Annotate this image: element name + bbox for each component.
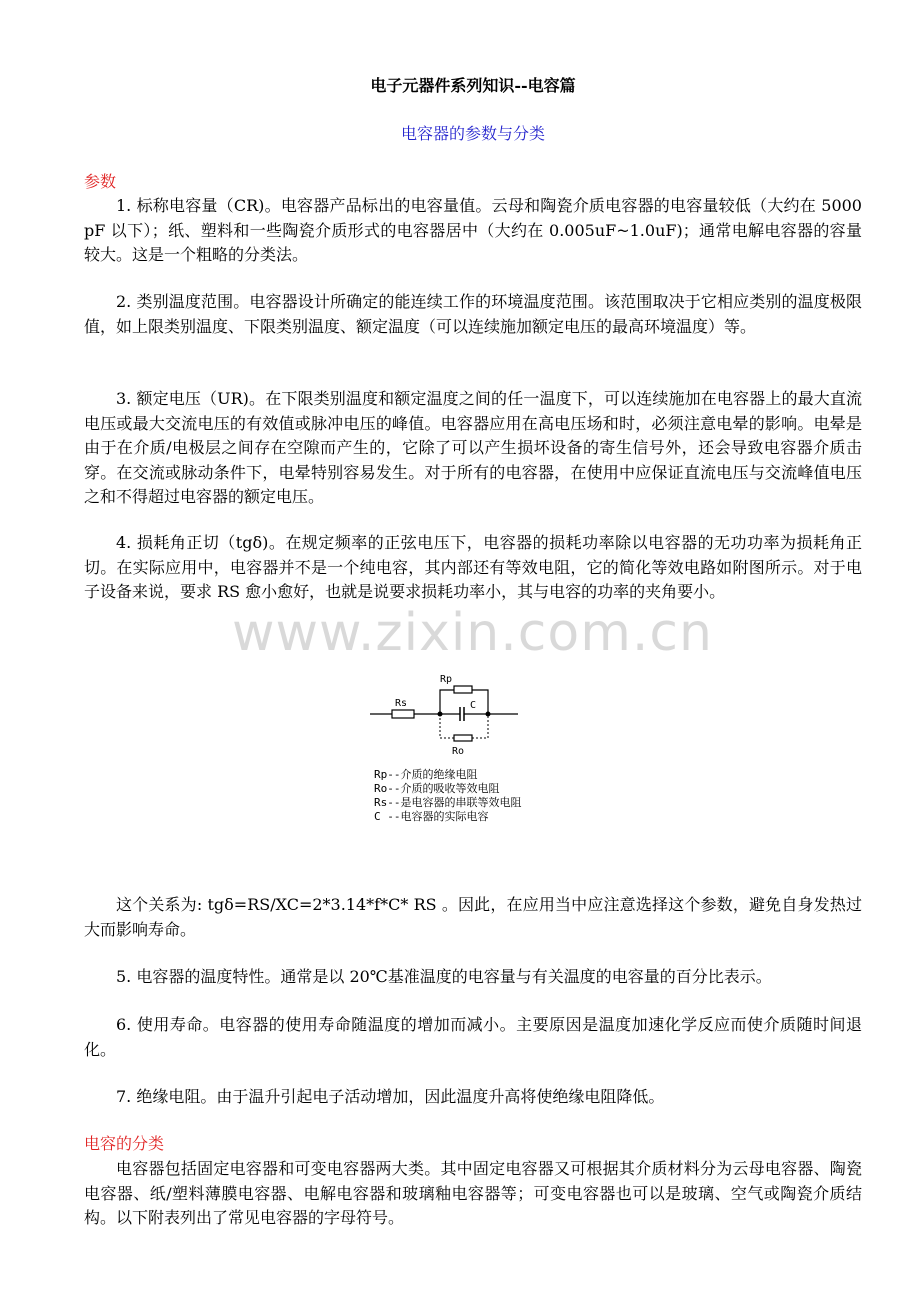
circuit-legend	[374, 768, 522, 824]
legend-item: Rp--介质的绝缘电阻	[374, 768, 478, 781]
resistor-ro	[454, 735, 472, 741]
legend-item: Ro--介质的吸收等效电阻	[374, 782, 500, 795]
paragraph-1: 1. 标称电容量（CR)。电容器产品标出的电容量值。云母和陶瓷介质电容器的电容量较低（大约在 5000pF 以下）；纸、塑料和一些陶瓷介质形式的电容器居中（大约在 0.005uF~1.0uF)；通常电解电容器的容量较大。这是一个粗略的分类法。	[84, 196, 862, 264]
label-ro: Ro	[452, 746, 465, 757]
watermark: www.zixin.com.cn	[232, 603, 713, 663]
paragraph-3: 3. 额定电压（UR)。在下限类别温度和额定温度之间的任一温度下，可以连续施加在电容器上的最大直流电压或最大交流电压的有效值或脉冲电压的峰值。电容器应用在高电压场和时，必须注意电晕的影响。电晕是由于在介质/电极层之间存在空隙而产生的，它除了可以产生损坏设备的寄生信号外，还会导致电容器介质击穿。在交流或脉动条件下，电晕特别容易发生。对于所有的电容器，在使用中应保证直流电压与交流峰值电压之和不得超过电容器的额定电压。	[84, 389, 862, 506]
resistor-rs	[392, 710, 414, 718]
section-heading-params: 参数	[84, 172, 117, 191]
legend-item: Rs--是电容器的串联等效电阻	[374, 796, 522, 809]
section-heading-classify: 电容的分类	[84, 1134, 165, 1153]
equivalent-circuit-diagram	[368, 668, 528, 764]
label-rs: Rs	[395, 698, 408, 709]
document-title: 电子元器件系列知识--电容篇	[370, 76, 576, 95]
paragraph-2: 2. 类别温度范围。电容器设计所确定的能连续工作的环境温度范围。该范围取决于它相应类别的温度极限值，如上限类别温度、下限类别温度、额定温度（可以连续施加额定电压的最高环境温度）等。	[84, 292, 862, 336]
label-c: C	[470, 700, 477, 711]
resistor-rp	[454, 686, 472, 693]
paragraph-relation: 这个关系为: tgδ=RS/XC=2*3.14*f*C* RS 。因此，在应用当中应注意选择这个参数，避免自身发热过大而影响寿命。	[84, 895, 862, 939]
paragraph-6: 6. 使用寿命。电容器的使用寿命随温度的增加而减小。主要原因是温度加速化学反应而使介质随时间退化。	[84, 1015, 862, 1059]
document-subtitle: 电容器的参数与分类	[400, 124, 545, 143]
label-rp: Rp	[440, 674, 453, 685]
paragraph-4: 4. 损耗角正切（tgδ)。在规定频率的正弦电压下，电容器的损耗功率除以电容器的无功功率为损耗角正切。在实际应用中，电容器并不是一个纯电容，其内部还有等效电阻，它的简化等效电路如附图所示。对于电子设备来说，要求 RS 愈小愈好，也就是说要求损耗功率小，其与电容的功率的夹角要小。	[84, 533, 862, 601]
paragraph-5: 5. 电容器的温度特性。通常是以 20℃基准温度的电容量与有关温度的电容量的百分比表示。	[116, 967, 772, 986]
paragraph-8: 电容器包括固定电容器和可变电容器两大类。其中固定电容器又可根据其介质材料分为云母电容器、陶瓷电容器、纸/塑料薄膜电容器、电解电容器和玻璃釉电容器等；可变电容器也可以是玻璃、空气或陶瓷介质结构。以下附表列出了常见电容器的字母符号。	[84, 1159, 862, 1227]
legend-item: C --电容器的实际电容	[374, 810, 489, 823]
paragraph-7: 7. 绝缘电阻。由于温升引起电子活动增加，因此温度升高将使绝缘电阻降低。	[116, 1087, 665, 1106]
